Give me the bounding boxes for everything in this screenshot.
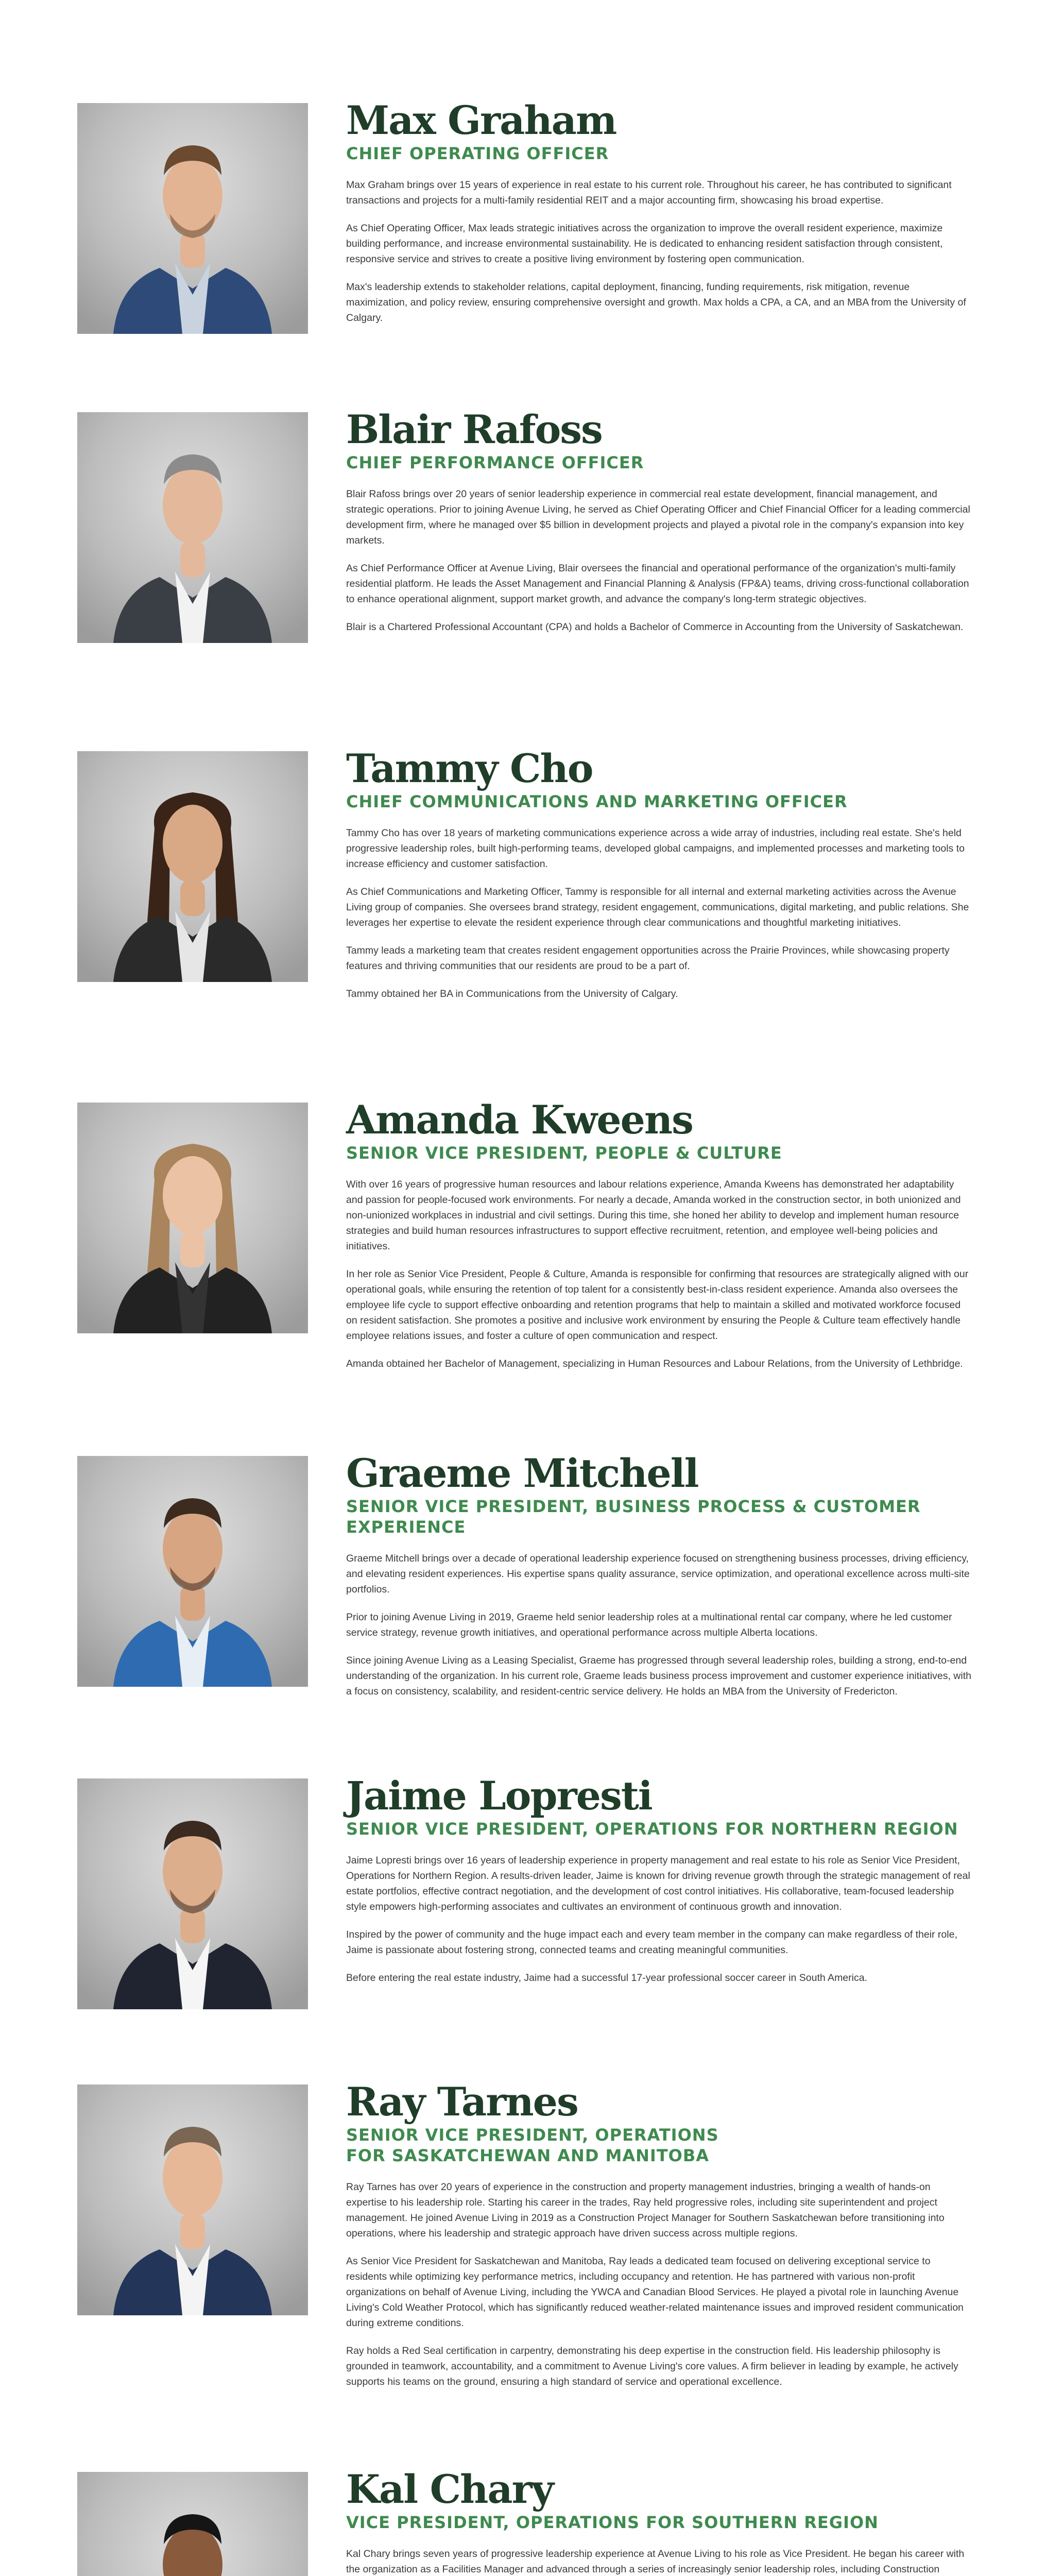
leader-name: Blair Rafoss [346,406,602,452]
leader-title-line: SENIOR VICE PRESIDENT, BUSINESS PROCESS & CUSTOMER EXPERIENCE [346,1497,921,1537]
bio-paragraph: Ray Tarnes has over 20 years of experience in the construction and property management industries, bringing a wealth of hands-on expertise to his leadership role. Starting his career in the trades, Ray held progressive roles, including site superintendent and project management. He joined Avenue Living in 2019 as a Construction Project Manager for Southern Saskatchewan before transitioning into operations, where his leadership and strategic approach have driven success across multiple regions. [346,2181,945,2239]
bio-paragraph: Tammy leads a marketing team that creates resident engagement opportunities across the Prairie Provinces, while showcasing property features and thriving communities that our residents are proud to be a part of. [346,945,950,972]
leader-portrait [77,103,308,334]
bio-paragraph: In her role as Senior Vice President, People & Culture, Amanda is responsible for confirming that resources are strategically aligned with our operational goals, while ensuring the retention of top talent for a consistently best-in-class resident experience. Amanda also oversees the employee life cycle to support effective onboarding and retention programs that help to maintain a skilled and motivated workforce focused on resident satisfaction. She promotes a positive and inclusive work environment by ensuring the People & Culture team effectively handle employee relations issues, and foster a culture of open communication and respect. [346,1268,969,1342]
leader-name: Amanda Kweens [346,1097,693,1143]
leader-info [346,747,973,1014]
leader-title [346,1143,973,1163]
leader-title-line: FOR SASKATCHEWAN AND MANITOBA [346,2146,710,2165]
leader-bio [346,1853,973,1986]
leader-title [346,1819,973,1839]
bio-paragraph: Max Graham brings over 15 years of experience in real estate to his current role. Throughout his career, he has contributed to significant transactions and projects for a multi-family residential REIT and a major accounting firm, showcasing his broad expertise. [346,179,952,206]
leader-portrait [77,2472,308,2576]
leader-title-line: CHIEF COMMUNICATIONS AND MARKETING OFFICER [346,792,848,811]
bio-paragraph: Blair Rafoss brings over 20 years of senior leadership experience in commercial real estate development, financial management, and strategic operations. Prior to joining Avenue Living, he served as Chief Operating Officer and Chief Financial Officer for a leading commercial development firm, where he managed over $5 billion in development projects and played a pivotal role in the company's expansion into key markets. [346,488,970,546]
bio-paragraph: Ray holds a Red Seal certification in carpentry, demonstrating his deep expertise in the construction field. His leadership philosophy is grounded in teamwork, accountability, and a commitment to Avenue Living's core values. A firm believer in leading by example, he actively supports his teams on the ground, ensuring a high standard of service and operational excellence. [346,2345,958,2387]
leader-title [346,452,973,473]
bio-paragraph: As Senior Vice President for Saskatchewan and Manitoba, Ray leads a dedicated team focused on delivering exceptional service to residents while optimizing key performance metrics, including occupancy and retention. He has partnered with various non-profit organizations on behalf of Avenue Living, including the YWCA and Canadian Blood Services. He played a pivotal role in launching Avenue Living's Cold Weather Protocol, which has significantly reduced weather-related maintenance issues and improved resident communication during extreme conditions. [346,2256,964,2329]
bio-paragraph: Amanda obtained her Bachelor of Management, specializing in Human Resources and Labour Relations, from the University of Lethbridge. [346,1358,963,1369]
bio-paragraph: Graeme Mitchell brings over a decade of operational leadership experience focused on strengthening business processes, driving efficiency, and elevating resident experiences. His expertise spans quality assurance, service optimization, and operational excellence across multi-site portfolios. [346,1553,970,1595]
leader-title-line: SENIOR VICE PRESIDENT, OPERATIONS FOR NORTHERN REGION [346,1819,958,1839]
leader-name: Tammy Cho [346,745,593,791]
bio-paragraph: Max's leadership extends to stakeholder relations, capital deployment, financing, funding requirements, risk mitigation, revenue maximization, and policy review, ensuring comprehensive oversight and growth. Max holds a CPA, a CA, and an MBA from the University of Calgary. [346,281,966,324]
leader-bio [346,825,973,1002]
bio-paragraph: As Chief Operating Officer, Max leads strategic initiatives across the organization to improve the overall resident experience, maximize building performance, and increase environmental sustainability. He is dedicated to enhancing resident satisfaction through consistent, responsive service and strives to create a positive living environment by fostering open communication. [346,223,943,265]
leader-title [346,1496,973,1537]
bio-paragraph: With over 16 years of progressive human resources and labour relations experience, Amanda Kweens has demonstrated her adaptability and passion for people-focused work environments. For nearly a decade, Amanda worked in the construction sector, in both unionized and non-unionized workplaces in industrial and civil settings. During this time, she honed her ability to develop and implement human resource strategies and build human resources infrastructures to support effective recruitment, retention, and employee well-being policies and initiatives. [346,1179,961,1252]
bio-paragraph: Jaime Lopresti brings over 16 years of leadership experience in property management and real estate to his role as Senior Vice President, Operations for Northern Region. A results-driven leader, Jaime is known for driving revenue growth through the strategic management of real estate portfolios, effective contract negotiation, and the development of cost control initiatives. His collaborative, team-focused leadership style empowers high-performing associates and cultivates an environment of continuous growth and innovation. [346,1855,970,1912]
leader-title-line: SENIOR VICE PRESIDENT, OPERATIONS [346,2125,719,2145]
leader-bio [346,1177,973,1371]
leader-info [346,408,973,647]
leader-bio [346,1551,973,1699]
bio-paragraph: As Chief Performance Officer at Avenue Living, Blair oversees the financial and operational performance of the organization's multi-family residential platform. He leads the Asset Management and Financial Planning & Analysis (FP&A) teams, driving cross-functional collaboration to enhance operational alignment, support market growth, and advance the company's long-term strategic objectives. [346,563,969,605]
leader-portrait [77,2084,308,2315]
leader-bio [346,177,973,326]
leader-portrait [77,412,308,643]
bio-paragraph: Tammy Cho has over 18 years of marketing communications experience across a wide array of industries, including real estate. She's held progressive leadership roles, built high-performing teams, developed global campaigns, and implemented processes and marketing tools to increase efficiency and customer satisfaction. [346,827,965,870]
leader-portrait [77,751,308,982]
leader-title [346,791,973,812]
leader-info [346,1098,973,1384]
leader-portrait [77,1456,308,1687]
leader-name: Ray Tarnes [346,2079,578,2125]
leader-bio [346,486,973,635]
leader-info [346,1774,973,1998]
leader-title [346,2125,973,2166]
leader-title [346,2512,973,2533]
leader-title-line: CHIEF PERFORMANCE OFFICER [346,453,644,472]
leader-bio [346,2179,973,2389]
leader-title [346,143,973,164]
bio-paragraph: Before entering the real estate industry, Jaime had a successful 17-year professional soccer career in South America. [346,1972,867,1984]
leader-info [346,1452,973,1711]
leader-info [346,99,973,338]
leader-bio [346,2546,973,2576]
leader-name: Graeme Mitchell [346,1450,698,1496]
bio-paragraph: As Chief Communications and Marketing Officer, Tammy is responsible for all internal and external marketing activities across the Avenue Living group of companies. She oversees brand strategy, resident engagement, communications, digital marketing, and public relations. She leverages her expertise to elevate the resident experience through clear communications and thoughtful marketing initiatives. [346,886,969,928]
leader-title-line: CHIEF OPERATING OFFICER [346,144,609,163]
bio-paragraph: Since joining Avenue Living as a Leasing Specialist, Graeme has progressed through several leadership roles, building a strong, end-to-end understanding of the organization. In his current role, Graeme leads business process improvement and customer experience initiatives, with a focus on consistency, scalability, and resident-centric service delivery. He holds an MBA from the University of Fredericton. [346,1655,971,1697]
leader-name: Jaime Lopresti [346,1773,652,1819]
bio-paragraph: Inspired by the power of community and the huge impact each and every team member in the company can make regardless of their role, Jaime is passionate about fostering strong, connected teams and creating meaningful communities. [346,1929,957,1956]
bio-paragraph: Tammy obtained her BA in Communications from the University of Calgary. [346,988,678,999]
bio-paragraph: Blair is a Chartered Professional Accountant (CPA) and holds a Bachelor of Commerce in Accounting from the University of Saskatchewan. [346,621,964,633]
leader-title-line: SENIOR VICE PRESIDENT, PEOPLE & CULTURE [346,1143,782,1163]
bio-paragraph: Prior to joining Avenue Living in 2019, Graeme held senior leadership roles at a multinational rental car company, where he led customer service strategy, revenue growth initiatives, and operational performance across multiple Alberta locations. [346,1612,952,1638]
leader-info [346,2080,973,2402]
leader-info [346,2468,973,2576]
leader-portrait [77,1778,308,2009]
leader-title-line: VICE PRESIDENT, OPERATIONS FOR SOUTHERN REGION [346,2513,879,2532]
leader-name: Kal Chary [346,2466,553,2512]
leader-name: Max Graham [346,97,616,143]
leader-portrait [77,1103,308,1333]
bio-paragraph: Kal Chary brings seven years of progressive leadership experience at Avenue Living to his role as Vice President. He began his career with the organization as a Facilities Manager and advanced through a series of increasingly senior leadership roles, including Construction [346,2548,965,2575]
